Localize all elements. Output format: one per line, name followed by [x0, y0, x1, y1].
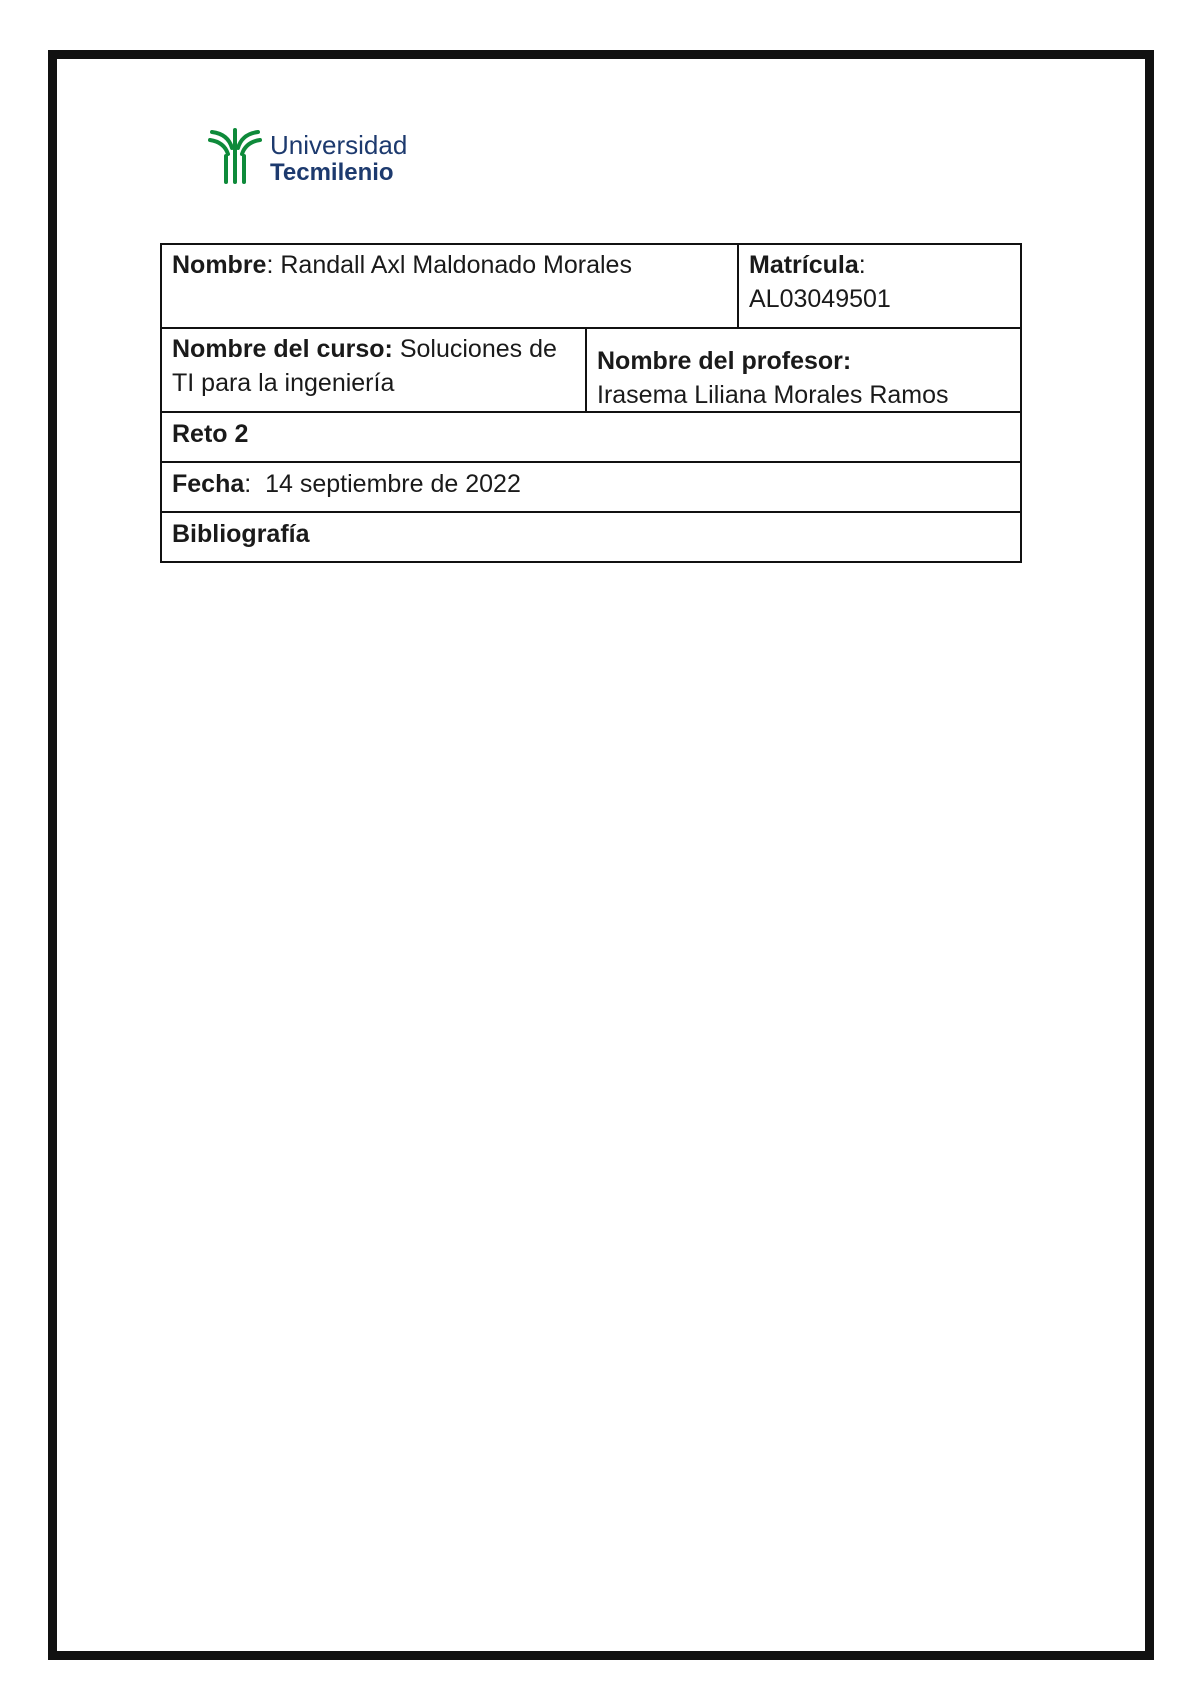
- bibliografia-title: Bibliografía: [172, 520, 310, 548]
- nombre-value: Randall Axl Maldonado Morales: [280, 251, 632, 279]
- nombre-label: Nombre: [172, 251, 267, 279]
- matricula-cell: Matrícula: AL03049501: [737, 245, 1020, 327]
- nombre-cell: Nombre: Randall Axl Maldonado Morales: [172, 251, 632, 279]
- table-row: [162, 463, 1020, 513]
- curso-cell: [162, 329, 585, 411]
- table-row: [162, 413, 1020, 463]
- fecha-label: Fecha: [172, 470, 245, 498]
- university-logo: [206, 126, 446, 186]
- reto-cell: [162, 413, 1020, 461]
- table-row: [162, 245, 1020, 329]
- reto-title: Reto 2: [172, 420, 249, 448]
- profesor-cell: [585, 329, 1020, 411]
- matricula-label: Matrícula: [749, 251, 859, 279]
- curso-label: Nombre del curso:: [172, 335, 393, 363]
- profesor-value: Irasema Liliana Morales Ramos: [597, 381, 949, 409]
- curso-value: Soluciones de TI para la ingeniería: [172, 335, 557, 397]
- fecha-cell: Fecha: 14 septiembre de 2022: [172, 470, 521, 498]
- matricula-value: AL03049501: [749, 285, 891, 313]
- profesor-label: Nombre del profesor:: [597, 347, 852, 375]
- logo-text-tecmilenio: Tecmilenio: [270, 159, 394, 186]
- student-info-table: [160, 243, 1022, 563]
- tecmilenio-tree-icon: [206, 126, 264, 184]
- bibliografia-cell: [162, 513, 1020, 561]
- fecha-value: 14 septiembre de 2022: [265, 470, 521, 498]
- table-row: [162, 329, 1020, 413]
- logo-text-universidad: Universidad: [270, 130, 408, 160]
- table-row: [162, 513, 1020, 561]
